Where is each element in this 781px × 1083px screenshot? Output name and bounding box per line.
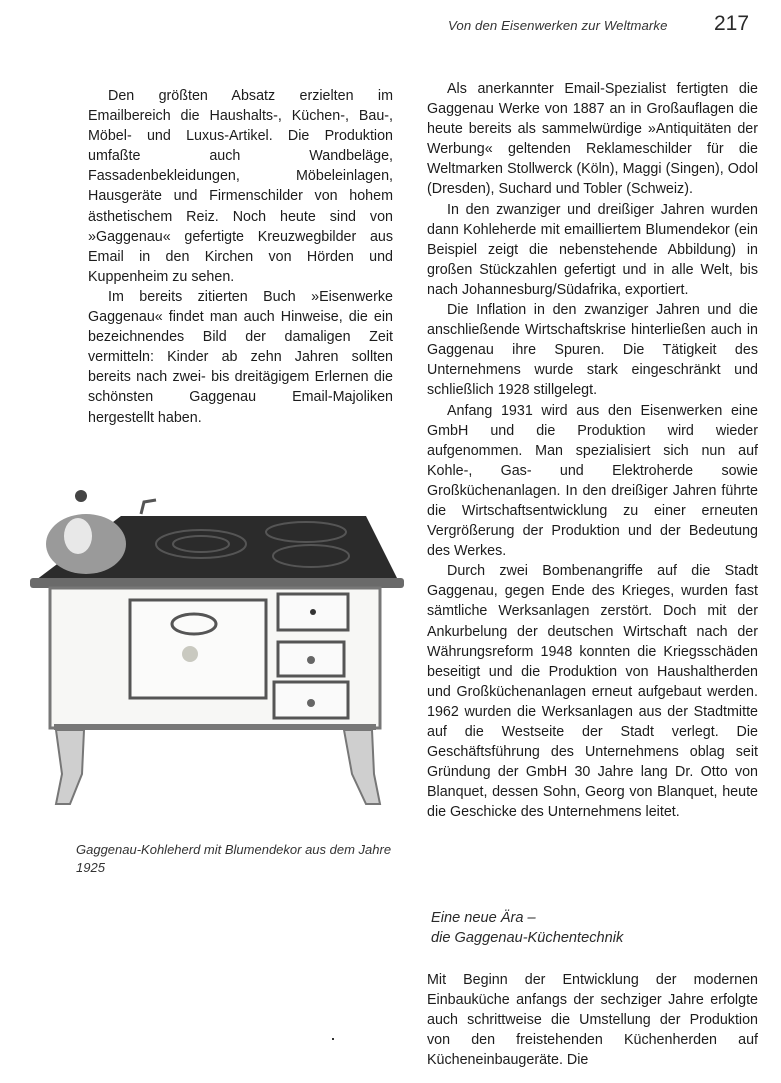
figure-caption: Gaggenau-Kohleherd mit Blumendekor aus dem Jahre 1925 [76, 842, 392, 875]
stove-pipe-handle [141, 500, 156, 514]
bottom-rail [54, 724, 376, 730]
page-number: 217 [714, 12, 750, 35]
right-column [427, 79, 758, 822]
stove-illustration [26, 474, 416, 834]
drawer-knob [307, 699, 315, 707]
drawer-knob [307, 656, 315, 664]
paragraph: Anfang 1931 wird aus den Eisenwerken eine GmbH und die Produktion wird wieder aufgenommen. Man spezialisiert sich nun auf Kohle-, Gas- und Elektroherde sowie Großküchenanlagen. In den dreißiger Jahren führte die Wirtschaftsentwicklung zu einer erneuten Vergrößerung der Produktion und der Bedeutung des Werkes. [427, 402, 758, 560]
right-column-continued [427, 970, 758, 1070]
stove-photo [26, 474, 416, 834]
left-column [88, 86, 393, 428]
stove-leg [56, 730, 84, 804]
paragraph: In den zwanziger und dreißiger Jahren wurden dann Kohleherde mit emailliertem Blumendekor (ein Beispiel zeigt die nebenstehende Abbildung) in großen Stückzahlen gefertigt und in alle Welt, bis nach Johannesburg/Südafrika, exportiert. [427, 201, 758, 298]
paragraph: Als anerkannter Email-Spezialist fertigten die Gaggenau Werke von 1887 an in Großauflagen die heute bereits als sammelwürdige »Antiquitäten der Werbung« geltenden Reklameschilder für die Weltmarken Stollwerck (Köln), Maggi (Singen), Odol (Dresden), Suchard und Tobler (Schweiz). [427, 81, 758, 198]
paragraph: Im bereits zitierten Buch »Eisenwerke Gaggenau« findet man auch Hinweise, die ein bezeichnendes Bild der damaligen Zeit vermitteln: Kinder ab zehn Jahren sollten bereits nach zwei- bis dreitägigem Erlernen die schönsten Gaggenau Email-Majoliken hergestellt haben. [88, 288, 393, 426]
running-title: Von den Eisenwerken zur Weltmarke [448, 18, 668, 33]
scan-speck [332, 1038, 334, 1040]
kettle-highlight [64, 518, 92, 554]
kettle-knob [75, 490, 87, 502]
stove-leg [344, 730, 380, 804]
section-subheading [431, 908, 623, 948]
floral-decor [182, 646, 198, 662]
paragraph: Die Inflation in den zwanziger Jahren und die anschließende Wirtschaftskrise hinterließen auch in Gaggenau ihre Spuren. Die Tätigkeit des Unternehmens wurde stark eingeschränkt und schließlich 1928 stillgelegt. [427, 302, 758, 399]
paragraph: Den größten Absatz erzielten im Emailbereich die Haushalts-, Küchen-, Bau-, Möbel- und Luxus-Artikel. Die Produktion umfaßte auch Wandbeläge, Fassadenbekleidungen, Möbeleinlagen, Hausgeräte und Firmenschilder von hohem ästhetischem Reiz. Noch heute sind von »Gaggenau« gefertigte Kreuzwegbilder aus Email in den Kirchen von Hörden und Kuppenheim zu sehen. [88, 88, 393, 285]
paragraph: Mit Beginn der Entwicklung der modernen Einbauküche anfangs der sechziger Jahre erfolgte auch schrittweise die Umstellung der Produktion von den freistehenden Küchenherden auf Kücheneinbaugeräte. Die [427, 972, 758, 1069]
door-knob [310, 609, 316, 615]
subheading-line: die Gaggenau-Küchentechnik [431, 930, 624, 946]
paragraph: Durch zwei Bombenangriffe auf die Stadt Gaggenau, gegen Ende des Krieges, wurden fast sämtliche Werksanlagen zerstört. Doch mit der Ankurbelung der deutschen Wirtschaft nach der Währungsreform 1948 konnten die Kriegsschäden beseitigt und die Produktion von Haushaltherden und Großküchenanlagen erneut aufgebaut werden. 1962 wurden die Werksanlagen aus der Stadtmitte auf die Westseite der Stadt verlegt. Die Geschäftsführung des Unternehmens oblag seit Gründung der GmbH 30 Jahre lang Dr. Otto von Blanquet, dessen Sohn, Georg von Blanquet, heute die Geschicke des Unternehmens leitet. [427, 563, 758, 821]
subheading-line: Eine neue Ära – [431, 910, 536, 926]
